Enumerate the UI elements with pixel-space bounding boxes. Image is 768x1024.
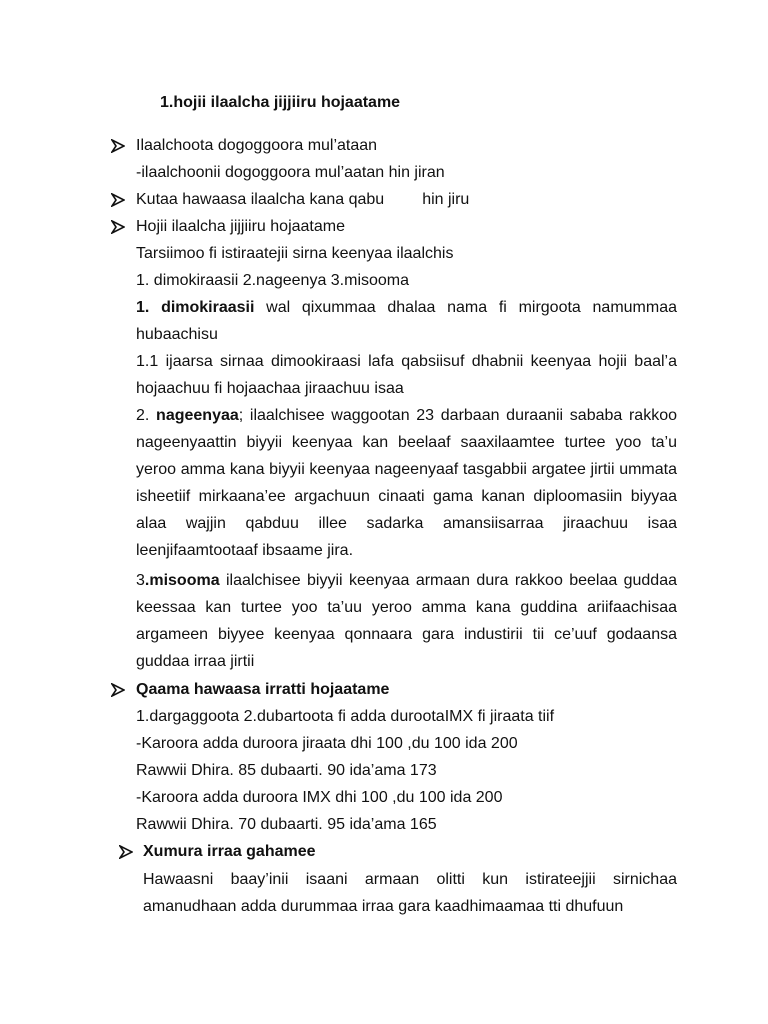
bullet-text: Hojii ilaalcha jijjiiru hojaatame bbox=[136, 218, 345, 235]
paragraph-xumura: Hawaasni baay’inii isaani armaan olitti kun istirateejjii sirnichaa amanudhaan adda durummaa irraa gara kaadhimaamaa tti dhufuun bbox=[143, 871, 677, 915]
paragraph-line: -Karoora adda duroora IMX dhi 100 ,du 100 ida 200 bbox=[136, 789, 503, 806]
bullet-text-part: Kutaa hawaasa ilaalcha kana qabu bbox=[136, 191, 385, 208]
paragraph-text: wal qixummaa dhalaa nama fi mirgoota namummaa hubaachisu bbox=[136, 299, 677, 343]
bullet-heading: Qaama hawaasa irratti hojaatame bbox=[136, 681, 390, 698]
paragraph-line: Tarsiimoo fi istiraatejii sirna keenyaa ilaalchis bbox=[136, 245, 454, 262]
arrowhead-bullet-icon bbox=[111, 139, 125, 153]
document-title: 1.hojii ilaalcha jijjiiru hojaatame bbox=[160, 94, 401, 111]
paragraph-keyword: nageenyaa bbox=[156, 407, 239, 424]
arrowhead-bullet-icon bbox=[111, 683, 125, 697]
bullet-text bbox=[136, 186, 469, 213]
bullet-text-part: hin jiru bbox=[422, 191, 470, 208]
bullet-subtext: -ilaalchoonii dogoggoora mul’aatan hin jiran bbox=[136, 164, 445, 181]
arrowhead-bullet-icon bbox=[119, 845, 133, 859]
arrowhead-bullet-icon bbox=[111, 193, 125, 207]
arrowhead-bullet-icon bbox=[111, 220, 125, 234]
paragraph-ijaarsa: 1.1 ijaarsa sirnaa dimookiraasi lafa qabsiisuf dhabnii keenyaa hojii baal’a hojaachuu fi hojaachaa jiraachuu isaa bbox=[136, 353, 677, 397]
bullet-heading: Xumura irraa gahamee bbox=[143, 843, 316, 860]
paragraph-line: -Karoora adda duroora jiraata dhi 100 ,du 100 ida 200 bbox=[136, 735, 518, 752]
paragraph-dimokiraasii bbox=[136, 294, 677, 348]
paragraph-line: 1.dargaggoota 2.dubartoota fi adda durootaIMX fi jiraata tiif bbox=[136, 708, 555, 725]
paragraph-number: 1. bbox=[136, 299, 162, 316]
paragraph-text: ilaalchisee biyyii keenyaa armaan dura rakkoo beelaa guddaa keessaa kan turtee yoo ta’uu yeroo amma kana guddina ariifaachisaa argameen biyyee keenyaa qonnaara gara industirii tii ce’uuf godaansa guddaa irraa jirtii bbox=[136, 572, 677, 670]
paragraph-keyword: dimokiraasii bbox=[161, 299, 255, 316]
paragraph-number: 3 bbox=[136, 572, 145, 589]
paragraph-line: Rawwii Dhira. 85 dubaarti. 90 ida’ama 173 bbox=[136, 762, 437, 779]
paragraph-misooma bbox=[136, 567, 677, 675]
bullet-text: Ilaalchoota dogoggoora mul’ataan bbox=[136, 137, 378, 154]
paragraph-line: 1. dimokiraasii 2.nageenya 3.misooma bbox=[136, 272, 410, 289]
paragraph-text: ; ilaalchisee waggootan 23 darbaan duraanii sababa rakkoo nageenyaattin biyyii keenyaa kan beelaaf saaxilaamtee turtee yoo ta’u yeroo amma kana biyyii keenyaa nageenyaaf tasgabbii argatee jirtii ummata isheetiif mirkaana’ee argachuun cinaati gama kanan diploomasiin biyyaa alaa wajjin qabduu illee sadarka amansiisarraa jiraachuu isaa leenjifaamtootaaf ibsaame jira. bbox=[136, 407, 677, 559]
paragraph-number: 2. bbox=[136, 407, 157, 424]
paragraph-nageenyaa bbox=[136, 402, 677, 564]
paragraph-keyword: .misooma bbox=[144, 572, 220, 589]
paragraph-line: Rawwii Dhira. 70 dubaarti. 95 ida’ama 165 bbox=[136, 816, 437, 833]
